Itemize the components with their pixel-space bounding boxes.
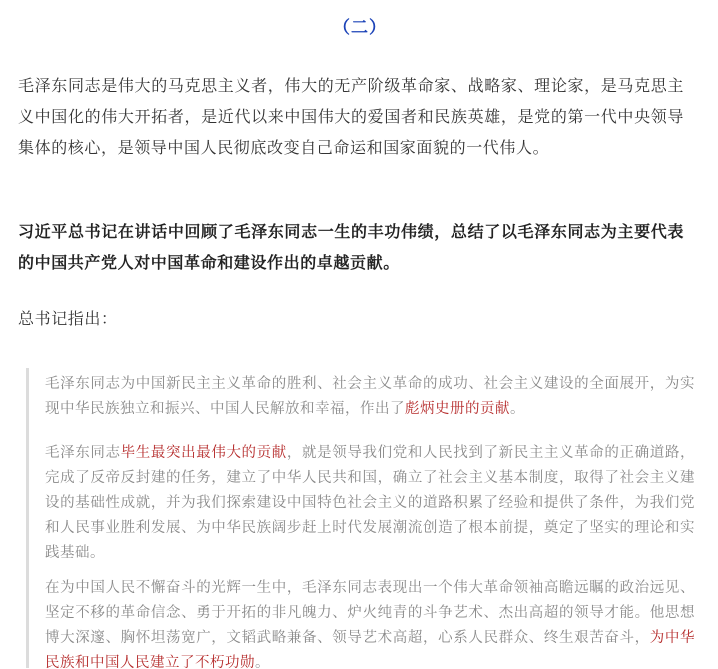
quote-text: 在为中国人民不懈奋斗的光辉一生中，毛泽东同志表现出一个伟大革命领袖高瞻远瞩的政治远见、坚定不移的革命信念、勇于开拓的非凡魄力、炉火纯青的斗争艺术、杰出高超的领导才能。他思想博大深邃、胸怀坦荡宽广，文韬武略兼备、领导艺术高超，心系人民群众、终生艰苦奋斗， [45,580,695,646]
quote-lead: 毛泽东同志 [45,445,121,461]
section-heading: （二） [333,18,387,38]
quote-highlight: 毕生最突出最伟大的贡献 [120,445,287,461]
blockquote [26,368,702,668]
quote-highlight: 彪炳史册的贡献 [405,401,510,417]
quote-highlight: 为中华民族和中国人民建立了不朽功勋 [45,630,696,669]
quote-paragraph-2 [45,441,695,566]
quote-text: ，就是领导我们党和人民找到了新民主主义革命的正确道路，完成了反帝反封建的任务，建立了中华人民共和国，确立了社会主义基本制度，取得了社会主义建设的基础性成就，并为我们探索建设中国特色社会主义的道路积累了经验和提供了条件，为我们党和人民事业胜利发展、为中华民族阔步赶上时代发展潮流创造了根本前提，奠定了坚实的理论和实践基础。 [45,445,696,561]
intro-paragraph: 毛泽东同志是伟大的马克思主义者，伟大的无产阶级革命家、战略家、理论家，是马克思主义中国化的伟大开拓者，是近代以来中国伟大的爱国者和民族英雄，是党的第一代中央领导集体的核心，是领导中国人民彻底改变自己命运和国家面貌的一代伟人。 [18,76,684,157]
quote-tail: 。 [510,401,525,417]
bold-summary-paragraph: 习近平总书记在讲话中回顾了毛泽东同志一生的丰功伟绩，总结了以毛泽东同志为主要代表的中国共产党人对中国革命和建设作出的卓越贡献。 [18,222,684,272]
quote-tail: 。 [255,655,270,669]
quote-paragraph-3 [45,576,695,669]
quote-paragraph-1 [45,372,695,422]
quote-text: 毛泽东同志为中国新民主主义革命的胜利、社会主义革命的成功、社会主义建设的全面展开，为实现中华民族独立和振兴、中国人民解放和幸福，作出了 [45,376,695,417]
quote-lead-in: 总书记指出： [18,309,118,328]
